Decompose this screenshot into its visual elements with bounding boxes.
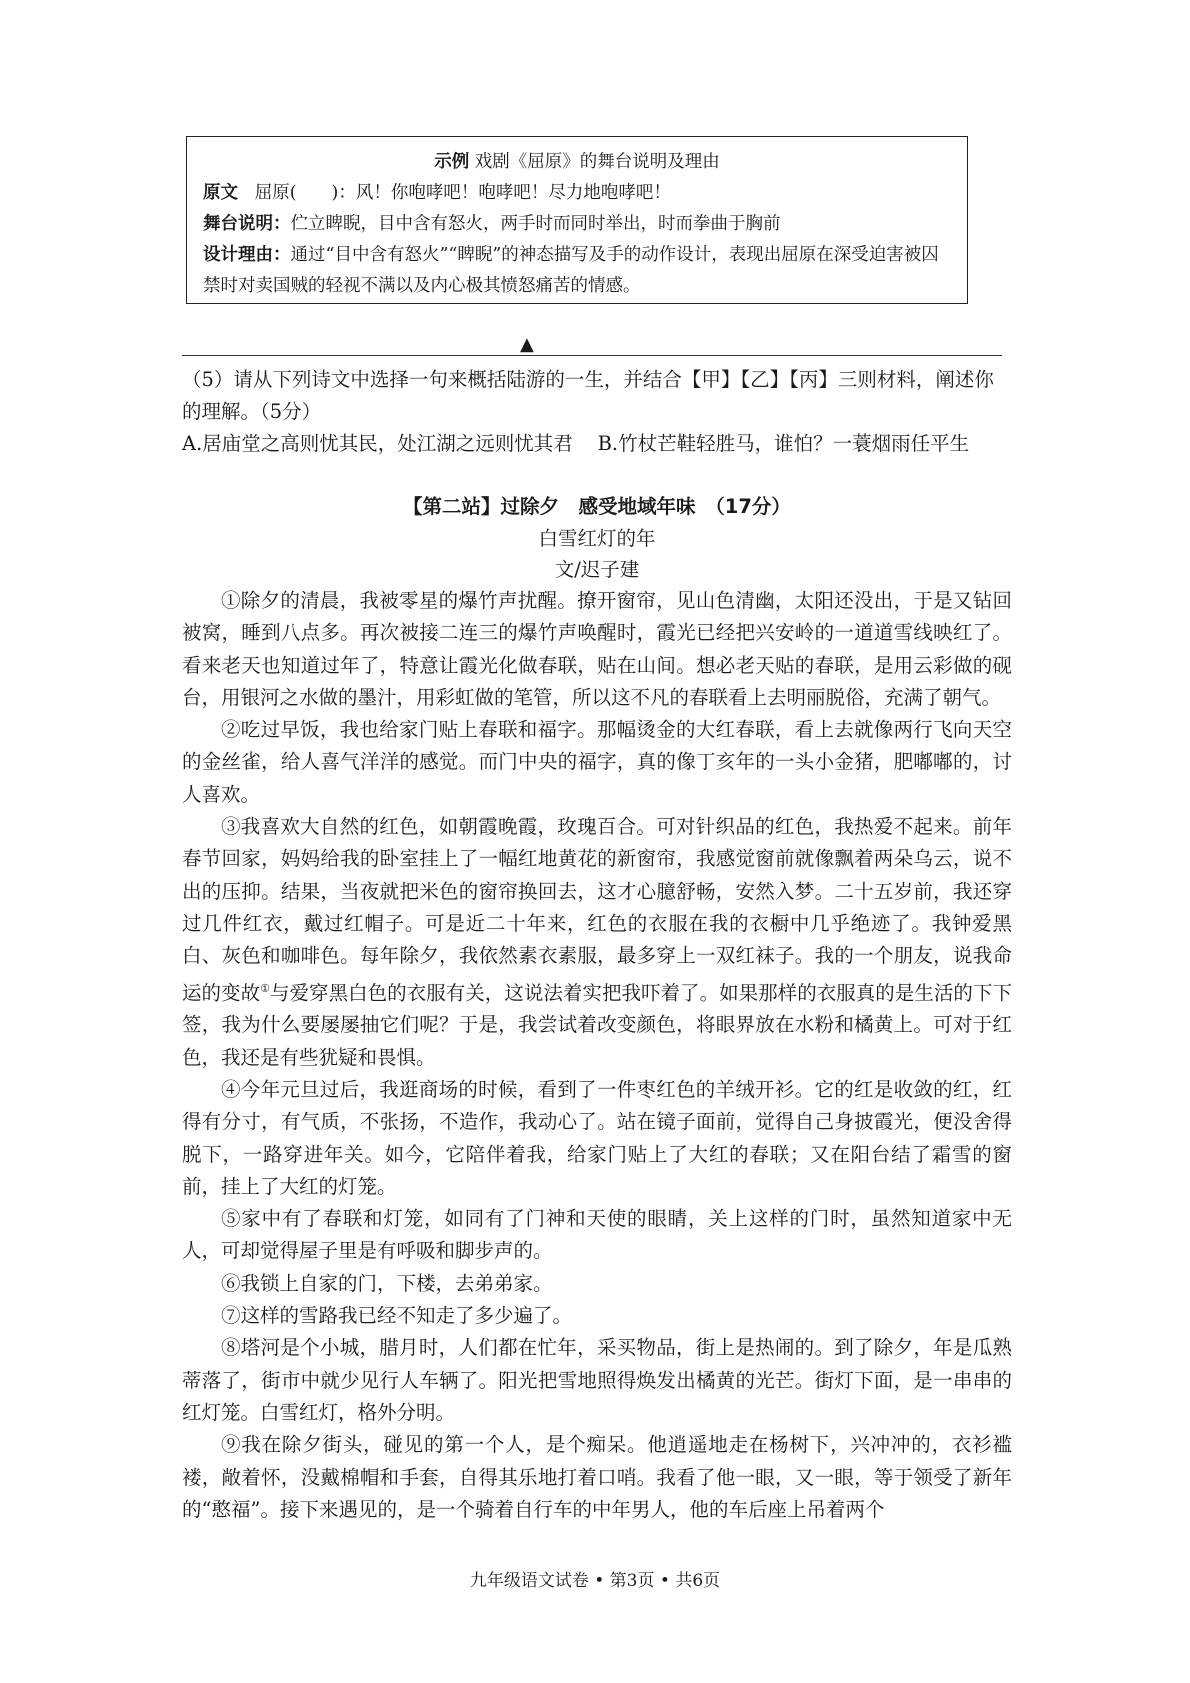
- option-b: B.竹杖芒鞋轻胜马，谁怕？一蓑烟雨任平生: [597, 432, 970, 455]
- example-reason-text: 通过“目中含有怒火”“睥睨”的神态描写及手的动作设计，表现出屈原在深受迫害被囚禁时对卖国贼的轻视不满以及内心极其愤怒痛苦的情感。: [203, 245, 939, 296]
- divider-triangle: ▲: [520, 334, 534, 355]
- paragraph-3-part-1: ③我喜欢大自然的红色，如朝霞晚霞，玫瑰百合。可对针织品的红色，我热爱不起来。前年春节回家，妈妈给我的卧室挂上了一幅红地黄花的新窗帘，我感觉窗前就像飘着两朵乌云，说不出的压抑。结果，当夜就把米色的窗帘换回去，这才心臆舒畅，安然入梦。二十五岁前，我还穿过几件红衣，戴过红帽子。可是近二十年来，红色的衣服在我的衣橱中几乎绝迹了。我钟爱黑白、灰色和咖啡色。每年除夕，我依然素衣素服，最多穿上一双红袜子。我的一个朋友，说我命运的变故: [182, 815, 1012, 1005]
- question-5: （5）请从下列诗文中选择一句来概括陆游的一生，并结合【甲】【乙】【丙】三则材料，阐述你的理解。（5分）: [182, 368, 994, 423]
- option-a: A.居庙堂之高则忧其民，处江湖之远则忧其君: [182, 432, 573, 455]
- article-author: 文/迟子建: [554, 558, 640, 581]
- paragraph-8: ⑧塔河是个小城，腊月时，人们都在忙年，采买物品，街上是热闹的。到了除夕，年是瓜熟蒂落了，街市中就少见行人车辆了。阳光把雪地照得焕发出橘黄的光芒。街灯下面，是一串串的红灯笼。白雪红灯，格外分明。: [182, 1336, 1012, 1424]
- paragraph-9: ⑨我在除夕街头，碰见的第一个人，是个痴呆。他逍遥地走在杨树下，兴冲冲的，衣衫褴褛，敞着怀，没戴棉帽和手套，自得其乐地打着口哨。我看了他一眼，又一眼，等于领受了新年的“憨福”。接下来遇见的，是一个骑着自行车的中年男人，他的车后座上吊着两个: [182, 1433, 1012, 1521]
- footnote-marker: ①: [260, 981, 270, 995]
- example-box: [186, 136, 968, 304]
- example-heading-label: 示例: [434, 152, 470, 172]
- paragraph-3: [182, 811, 1012, 1074]
- question-5-options: [182, 428, 1022, 460]
- example-reason-label: 设计理由：: [203, 245, 291, 265]
- paragraph-5: ⑤家中有了春联和灯笼，如同有了门神和天使的眼睛，关上这样的门时，虽然知道家中无人，可却觉得屋子里是有呼吸和脚步声的。: [182, 1207, 1012, 1263]
- paragraph-3-part-2: 与爱穿黑白色的衣服有关，这说法着实把我吓着了。如果那样的衣服真的是生活的下下签，我为什么要屡屡抽它们呢？于是，我尝试着改变颜色，将眼界放在水粉和橘黄上。可对于红色，我还是有些犹疑和畏惧。: [182, 981, 1012, 1069]
- example-stage-direction: [203, 209, 951, 240]
- article-body: [182, 585, 1012, 1526]
- paragraph-4: ④今年元旦过后，我逛商场的时候，看到了一件枣红色的羊绒开衫。它的红是收敛的红，红得有分寸，有气质，不张扬，不造作，我动心了。站在镜子面前，觉得自己身披霞光，便没舍得脱下，一路穿进年关。如今，它陪伴着我，给家门贴上了大红的春联；又在阳台结了霜雪的窗前，挂上了大红的灯笼。: [182, 1077, 1012, 1198]
- example-design-reason: [203, 240, 951, 302]
- example-original: [203, 178, 951, 209]
- example-original-text: 屈原( )：风！你咆哮吧！咆哮吧！尽力地咆哮吧！: [254, 183, 671, 203]
- divider-rule: [182, 355, 1002, 356]
- example-heading-text: 戏剧《屈原》的舞台说明及理由: [474, 152, 720, 172]
- paragraph-6: ⑥我锁上自家的门，下楼，去弟弟家。: [221, 1271, 553, 1295]
- paragraph-2: ②吃过早饭，我也给家门贴上春联和福字。那幅烫金的大红春联，看上去就像两行飞向天空的金丝雀，给人喜气洋洋的感觉。而门中央的福字，真的像丁亥年的一头小金猪，肥嘟嘟的，讨人喜欢。: [182, 718, 1012, 806]
- section-title: 【第二站】过除夕 感受地域年味 （17分）: [403, 495, 791, 518]
- paragraph-7: ⑦这样的雪路我已经不知走了多少遍了。: [221, 1304, 573, 1328]
- page-footer: 九年级语文试卷 • 第3页 • 共6页: [469, 1571, 721, 1591]
- article-title: 白雪红灯的年: [538, 527, 656, 550]
- paragraph-1: ①除夕的清晨，我被零星的爆竹声扰醒。撩开窗帘，见山色清幽，太阳还没出，于是又钻回被窝，睡到八点多。再次被接二连三的爆竹声唤醒时，霞光已经把兴安岭的一道道雪线映红了。看来老天也知道过年了，特意让霞光化做春联，贴在山间。想必老天贴的春联，是用云彩做的砚台，用银河之水做的墨汁，用彩虹做的笔管，所以这不凡的春联看上去明丽脱俗，充满了朝气。: [182, 589, 1012, 709]
- example-stage-label: 舞台说明：: [203, 214, 291, 234]
- example-original-label: 原文: [203, 183, 238, 203]
- example-stage-text: 伫立睥睨，目中含有怒火，两手时而同时举出，时而拳曲于胸前: [290, 214, 781, 234]
- example-heading: [203, 147, 951, 178]
